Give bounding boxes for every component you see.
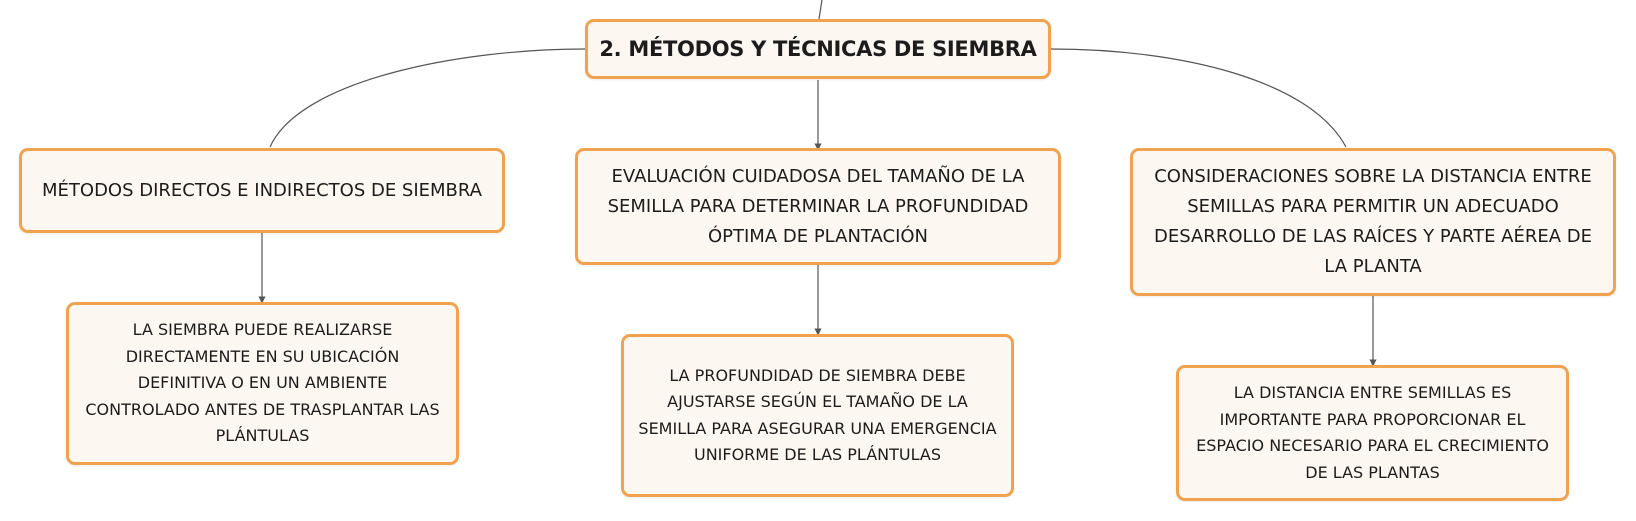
- subtopic-1[interactable]: [66, 302, 459, 465]
- subtopic-3[interactable]: [1176, 365, 1569, 501]
- connector-parent-incoming: [819, 0, 822, 19]
- subtopic-2[interactable]: [621, 334, 1014, 497]
- branch-topic-3[interactable]: [1130, 148, 1616, 296]
- connector-root-to-branch-1: [270, 49, 585, 147]
- connector-root-to-branch-3: [1051, 49, 1346, 147]
- branch-topic-2[interactable]: [575, 148, 1061, 265]
- branch-topic-1[interactable]: [19, 148, 505, 233]
- branch-topic-3-label: CONSIDERACIONES SOBRE LA DISTANCIA ENTRE SEMILLAS PARA PERMITIR UN ADECUADO DESARROLLO DE LAS RAÍCES Y PARTE AÉREA DE LA PLANTA: [1154, 166, 1592, 277]
- subtopic-1-label: LA SIEMBRA PUEDE REALIZARSE DIRECTAMENTE EN SU UBICACIÓN DEFINITIVA O EN UN AMBIENTE CONTROLADO ANTES DE TRASPLANTAR LAS PLÁNTULAS: [85, 320, 440, 446]
- subtopic-3-label: LA DISTANCIA ENTRE SEMILLAS ES IMPORTANTE PARA PROPORCIONAR EL ESPACIO NECESARIO PARA EL CRECIMIENTO DE LAS PLANTAS: [1196, 383, 1549, 482]
- branch-topic-1-label: MÉTODOS DIRECTOS E INDIRECTOS DE SIEMBRA: [42, 179, 482, 201]
- root-topic[interactable]: [585, 19, 1051, 79]
- root-topic-label: 2. MÉTODOS Y TÉCNICAS DE SIEMBRA: [599, 37, 1037, 61]
- subtopic-2-label: LA PROFUNDIDAD DE SIEMBRA DEBE AJUSTARSE SEGÚN EL TAMAÑO DE LA SEMILLA PARA ASEGURAR UNA EMERGENCIA UNIFORME DE LAS PLÁNTULAS: [638, 365, 997, 464]
- branch-topic-2-label: EVALUACIÓN CUIDADOSA DEL TAMAÑO DE LA SEMILLA PARA DETERMINAR LA PROFUNDIDAD ÓPTIMA DE PLANTACIÓN: [607, 165, 1029, 247]
